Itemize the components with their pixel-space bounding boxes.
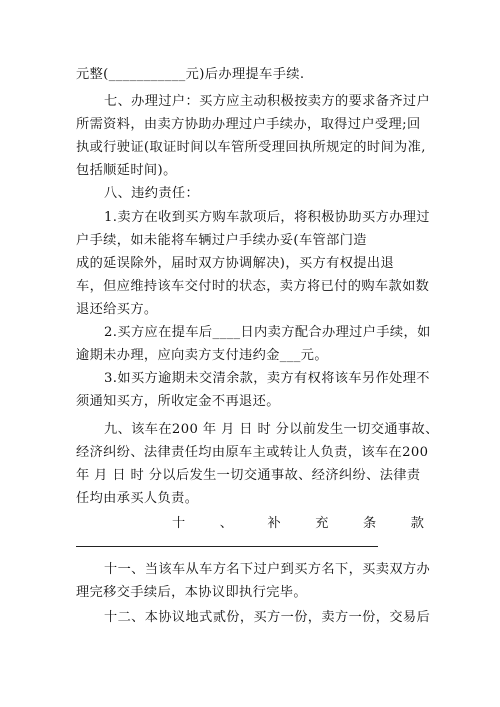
- heading-char: 条: [363, 516, 377, 531]
- clause-8-heading: 八、违约责任：: [104, 186, 200, 201]
- text-line: 成的延误除外，届时双方协调解决)，买方有权提出退: [76, 256, 395, 271]
- clause-8-2-line: 2.买方应在提车后____日内卖方配合办理过户手续，如: [104, 325, 431, 340]
- heading-char: 、: [219, 516, 233, 531]
- text-line: 执或行驶证(取证时间以车管所受理回执所规定的时间为准,: [76, 140, 426, 155]
- clause-9-line: 九、该车在200 年 月 日 时 分以前发生一切交通事故、: [104, 422, 439, 437]
- heading-char: 款: [410, 516, 424, 531]
- text-line: 所需资料，由卖方协助办理过户手续办，取得过户受理;回: [76, 117, 421, 132]
- text-line: 包括顺延时间)。: [76, 163, 177, 178]
- heading-char: 十: [172, 516, 186, 531]
- text-line: 元整(___________元)后办理提车手续.: [76, 67, 305, 82]
- text-line: 户手续，如未能将车辆过户手续办妥(车管部门造: [76, 233, 367, 248]
- text-line: 经济纠纷、法律责任均由原车主或转让人负责，该车在200: [76, 445, 429, 460]
- text-line: 车，但应维持该车交付时的状态，卖方将已付的购车款如数: [76, 279, 430, 294]
- clause-8-1-line: 1.卖方在收到买方购车款项后，将积极协助买方办理过: [104, 210, 430, 225]
- heading-char: 充: [315, 516, 329, 531]
- clause-10-heading: [172, 515, 424, 533]
- clause-8-3-line: 3.如买方逾期未交清余款，卖方有权将该车另作处理不: [104, 371, 430, 386]
- clause-7-line: 七、办理过户：买方应主动积极按卖方的要求备齐过户: [104, 94, 431, 109]
- clause-11-line: 十一、当该车从车方名下过户到买方名下，买卖双方办: [104, 562, 431, 577]
- text-line: 逾期未办理，应向卖方支付违约金___元。: [76, 348, 328, 363]
- text-line: 须通知买方，所收定金不再退还。: [76, 394, 280, 409]
- heading-char: 补: [267, 516, 281, 531]
- text-line: 年 月 日 时 分以后发生一切交通事故、经济纠纷、法律责: [76, 468, 421, 483]
- text-line: 退还给买方。: [76, 302, 158, 317]
- text-line: 理完移交手续后，本协议即执行完毕。: [76, 585, 307, 600]
- text-line: 任均由承买人负责。: [76, 491, 199, 506]
- clause-12-line: 十二、本协议地式贰份，买方一份，卖方一份，交易后: [104, 610, 431, 625]
- fill-in-line: [76, 546, 378, 547]
